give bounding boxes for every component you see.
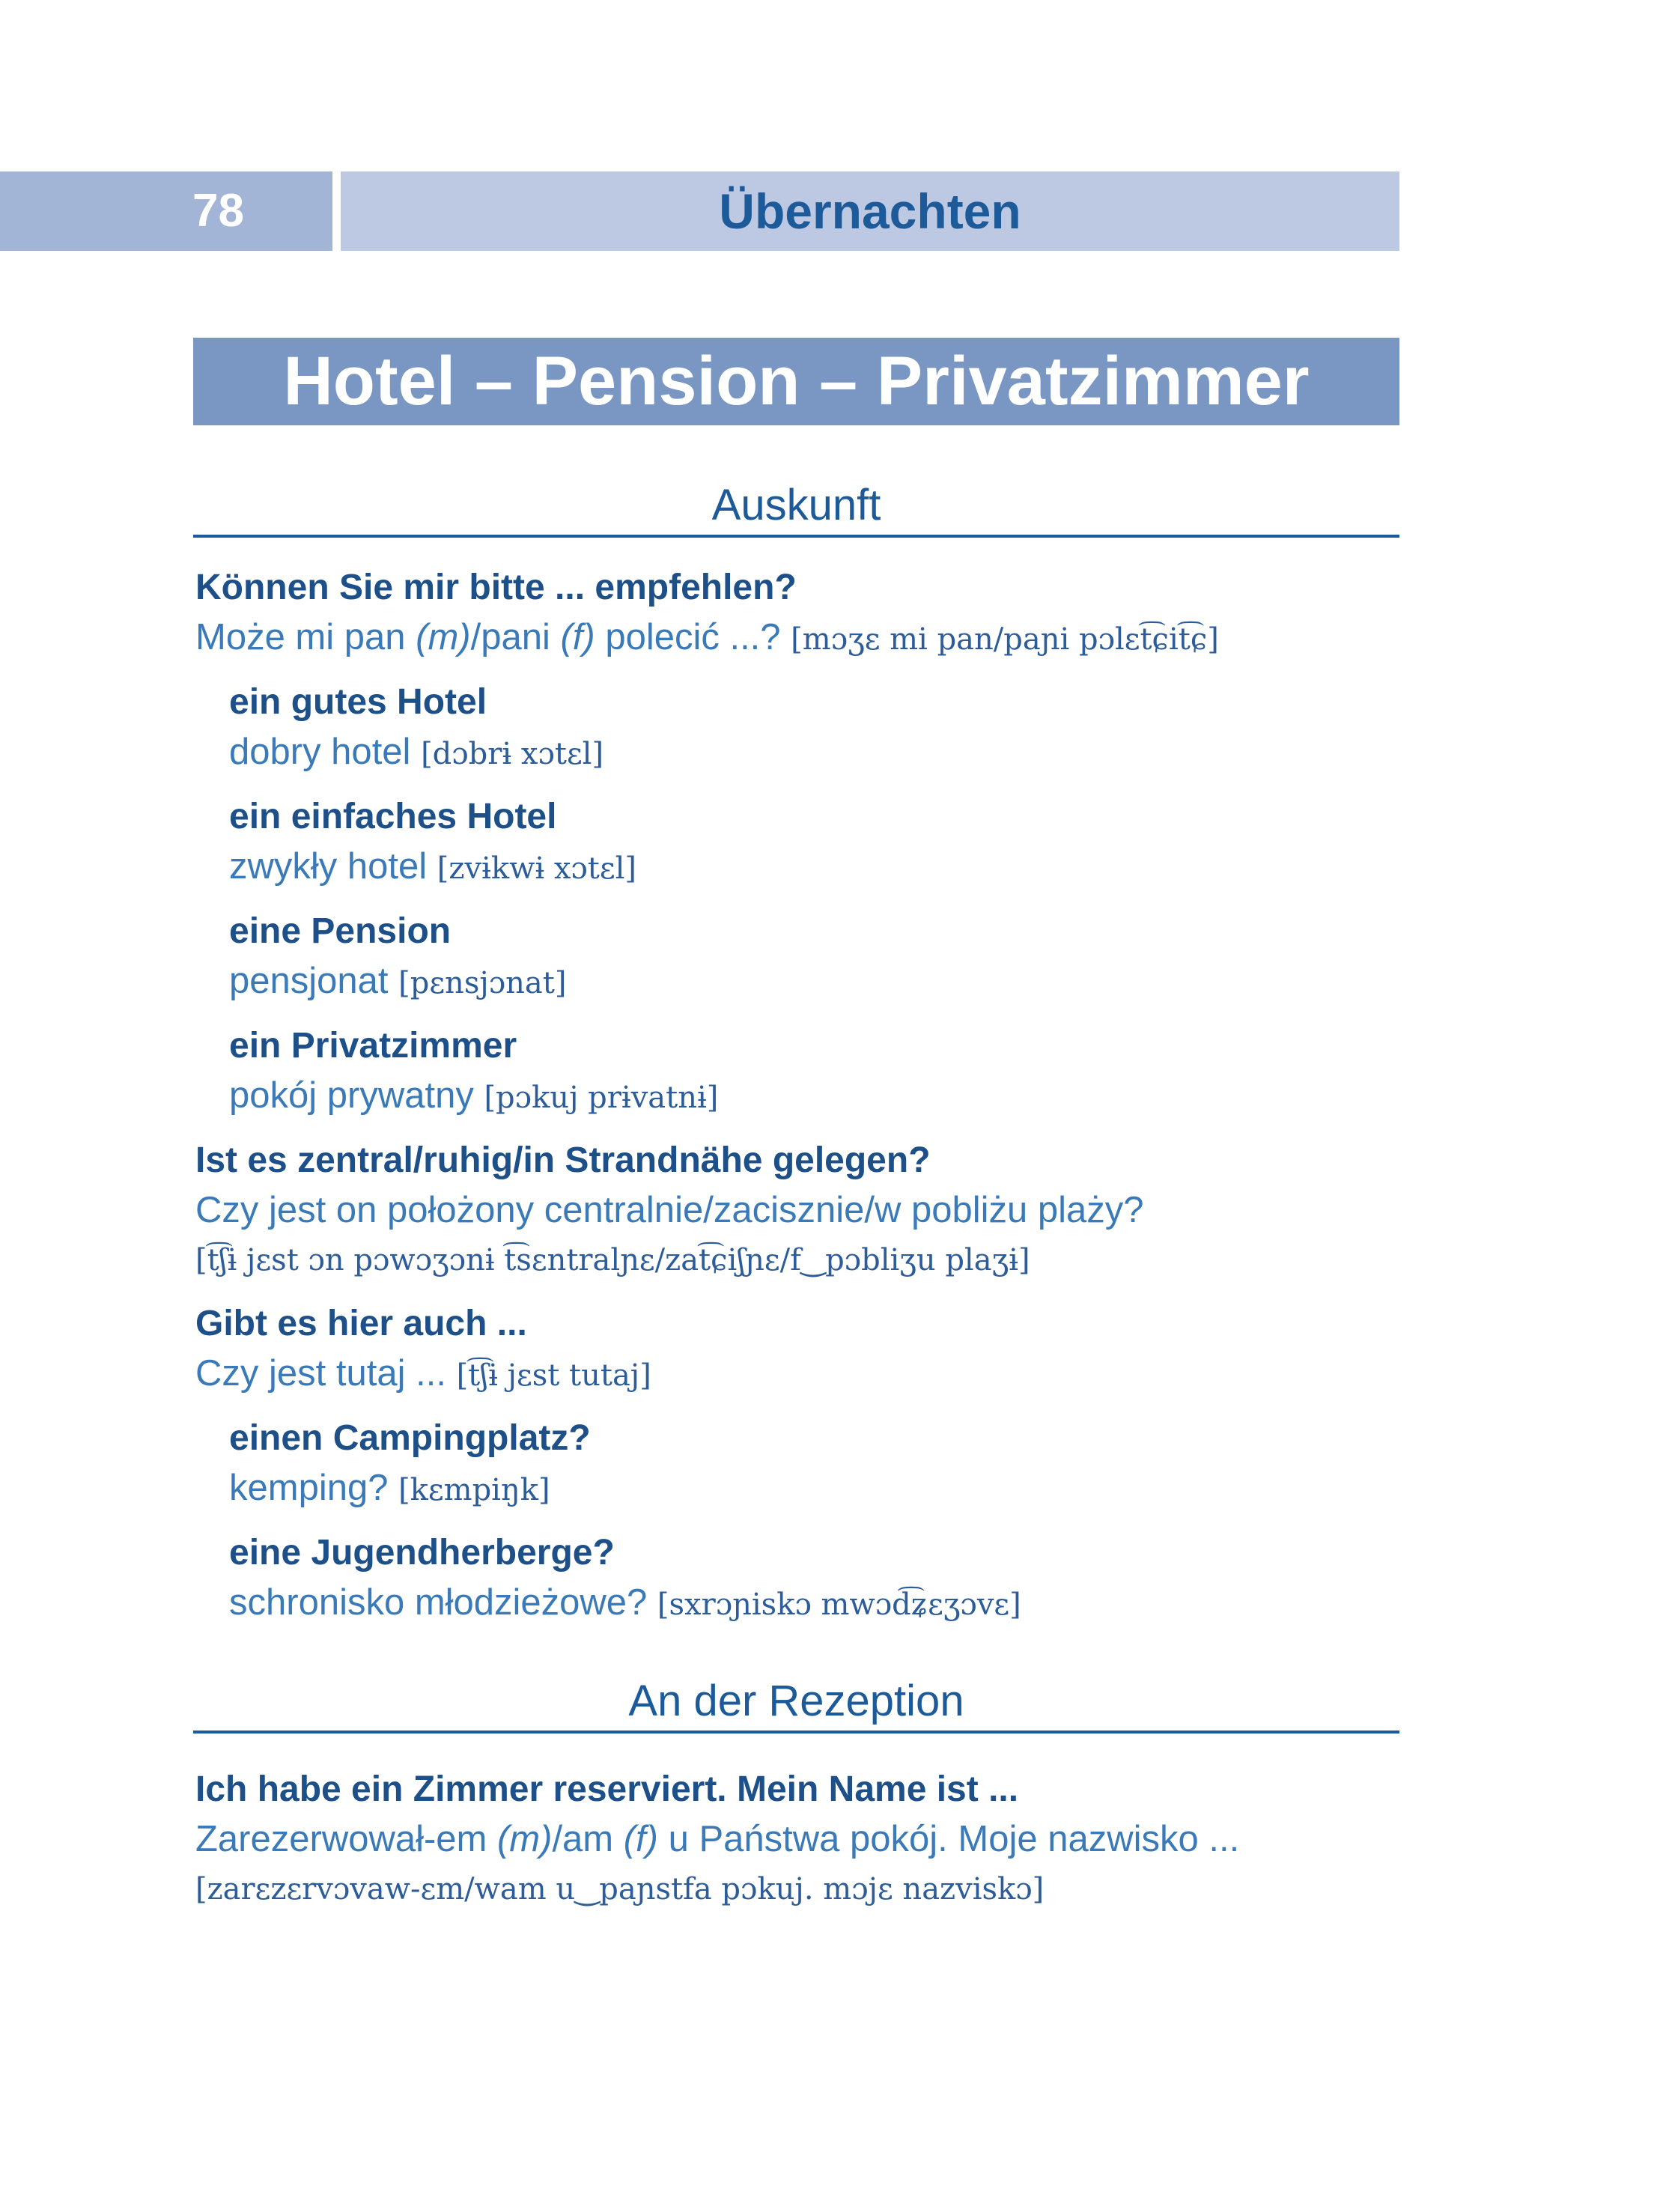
phrase-pl: schronisko młodzieżowe? (229, 1582, 657, 1623)
phrase-pl: Może mi pan (195, 617, 416, 657)
phrase-pl: zwykły hotel (229, 846, 437, 887)
phrase-pl: polecić ...? (595, 617, 791, 657)
phrase-de: Ich habe ein Zimmer reserviert. Mein Name ist ... (195, 1769, 1019, 1809)
phrase-ipa: [dɔbrɨ xɔtɛl] (421, 737, 604, 771)
phrase-pl-line (195, 1349, 651, 1407)
phrase-de: Können Sie mir bitte ... empfehlen? (195, 568, 797, 607)
gender-marker: (f) (560, 617, 595, 657)
phrase-pl: dobry hotel (229, 732, 422, 772)
phrase-de: eine Pension (229, 911, 452, 951)
topic-banner: Hotel – Pension – Privatzimmer (193, 338, 1399, 425)
phrase-pl-line (229, 842, 636, 900)
phrase-pl: /am (552, 1819, 624, 1859)
phrase-ipa: [t͡ʃɨ jɛst tutaj] (456, 1358, 651, 1393)
phrase-de: einen Campingplatz? (229, 1418, 591, 1458)
phrase-ipa: [sxrɔɲiskɔ mwɔd͡ʑɛʒɔvɛ] (657, 1587, 1021, 1622)
phrase-pl: u Państwa pokój. Moje nazwisko ... (657, 1819, 1240, 1859)
phrase-pl-line (229, 1463, 550, 1522)
phrase-pl: /pani (470, 617, 561, 657)
phrase-de: ein gutes Hotel (229, 682, 487, 722)
phrase-ipa: [zarɛzɛrvɔvaw-ɛm/wam u‿paɲstfa pɔkuj. mɔjɛ nazviskɔ] (195, 1872, 1045, 1906)
gender-marker: (m) (496, 1819, 553, 1859)
phrase-pl: kemping? (229, 1468, 399, 1508)
phrase-de: ein Privatzimmer (229, 1026, 517, 1066)
section-heading-auskunft: Auskunft (193, 479, 1399, 538)
phrase-de: ein einfaches Hotel (229, 797, 557, 836)
phrase-pl-line (229, 1578, 1021, 1636)
phrase-de: eine Jugendherberge? (229, 1533, 615, 1573)
gender-marker: (m) (416, 617, 471, 657)
phrase-ipa: [pɛnsjɔnat] (398, 966, 567, 1000)
phrase-pl-line (229, 1071, 718, 1129)
phrase-ipa: [t͡ʃɨ jɛst ɔn pɔwɔʒɔnɨ t͡sɛntralɲɛ/zat͡ɕiʃɲɛ/f‿pɔbliʒu plaʒɨ] (195, 1243, 1030, 1277)
phrase-ipa: [pɔkuj prɨvatnɨ] (484, 1081, 719, 1115)
phrase-pl: pokój prywatny (229, 1075, 484, 1116)
phrase-pl-line (229, 956, 566, 1015)
phrase-ipa: [kɛmpiŋk] (398, 1473, 550, 1507)
phrase-pl-line (195, 613, 1219, 671)
phrase-pl: Zarezerwował-em (195, 1819, 497, 1859)
phrase-pl: Czy jest tutaj ... (195, 1353, 457, 1394)
chapter-title: Übernachten (341, 171, 1399, 251)
phrase-pl-line (229, 727, 604, 786)
phrase-de: Gibt es hier auch ... (195, 1304, 527, 1343)
phrase-pl: Czy jest on położony centralnie/zacisznie/w pobliżu plaży? (195, 1190, 1144, 1230)
page-number: 78 (0, 171, 332, 251)
phrase-de: Ist es zentral/ruhig/in Strandnähe gelegen? (195, 1140, 931, 1180)
phrase-ipa: [zvɨkwɨ xɔtɛl] (437, 851, 636, 886)
phrase-ipa: [mɔʒɛ mi pan/paɲi pɔlɛt͡ɕit͡ɕ] (791, 622, 1219, 657)
section-heading-rezeption: An der Rezeption (193, 1675, 1399, 1734)
gender-marker: (f) (623, 1819, 658, 1859)
phrase-pl: pensjonat (229, 961, 399, 1001)
